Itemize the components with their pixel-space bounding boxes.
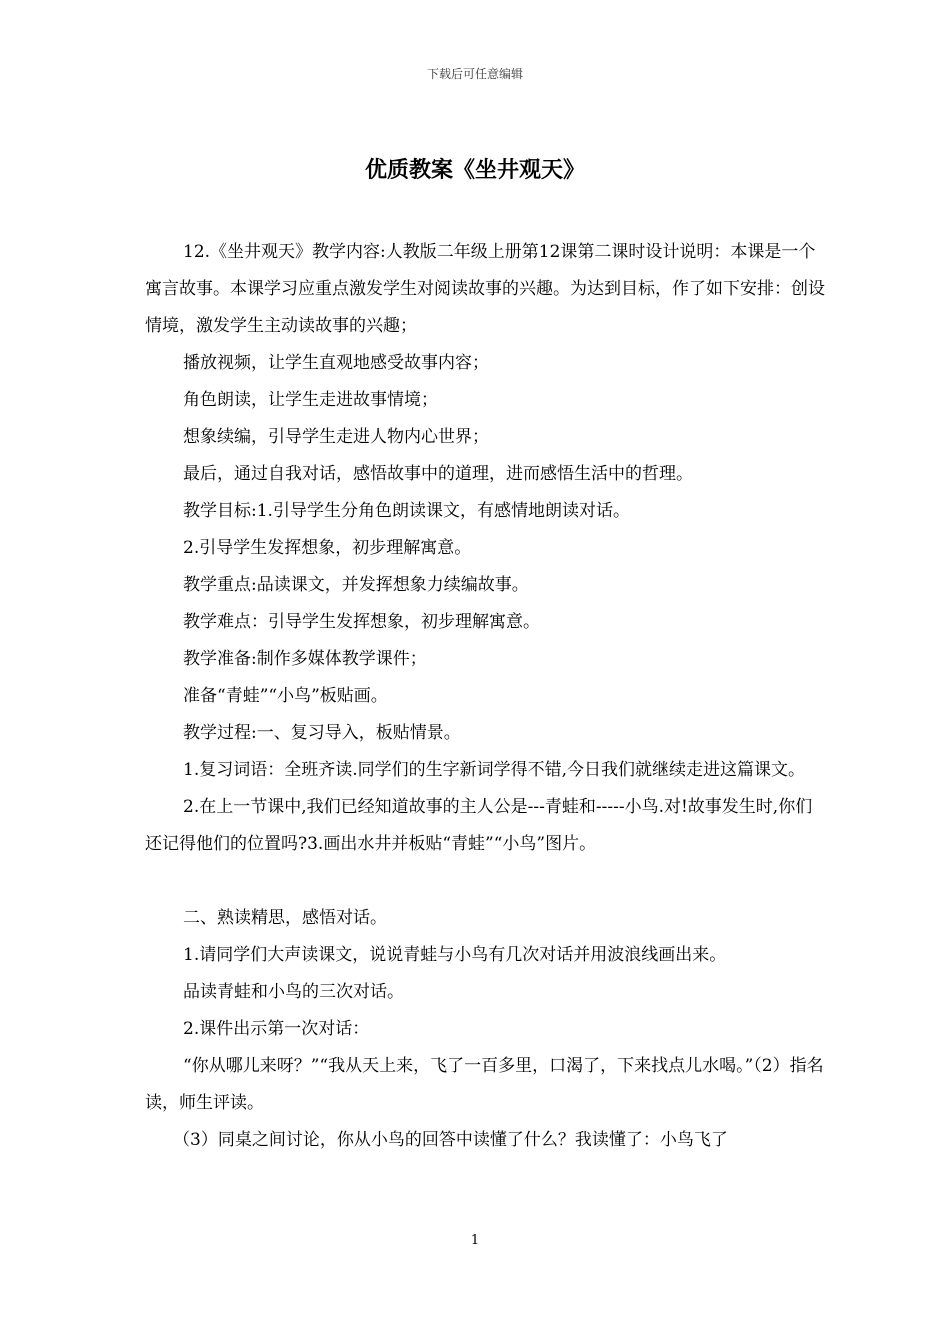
paragraph-roleplay: 角色朗读，让学生走进故事情境； — [183, 390, 438, 410]
document-title: 优质教案《坐井观天》 — [364, 158, 585, 183]
paragraph-prep-images: 准备“青蛙”“小鸟”板贴画。 — [183, 686, 388, 706]
paragraph-imagine: 想象续编，引导学生走进人物内心世界； — [183, 427, 489, 447]
page-number: 1 — [470, 1233, 480, 1248]
document-body — [145, 234, 825, 1159]
paragraph-video: 播放视频，让学生直观地感受故事内容； — [183, 353, 489, 373]
paragraph-difficulty: 教学难点：引导学生发挥想象，初步理解寓意。 — [183, 612, 540, 632]
paragraph-read-aloud: 1.请同学们大声读课文，说说青蛙与小鸟有几次对话并用波浪线画出来。 — [183, 945, 727, 965]
paragraph-dialogue-quote: “你从哪儿来呀？”“我从天上来，飞了一百多里，口渴了，下来找点儿水喝。”（2）指名读，师生评读。 — [145, 1056, 824, 1113]
paragraph-goal-2: 2.引导学生发挥想象，初步理解寓意。 — [183, 538, 472, 558]
paragraph-first-dialogue: 2.课件出示第一次对话： — [183, 1019, 370, 1039]
page-header: 下载后可任意编辑 — [426, 67, 523, 81]
blank-line — [145, 863, 825, 900]
paragraph-goals: 教学目标:1.引导学生分角色朗读课文，有感情地朗读对话。 — [183, 501, 630, 521]
paragraph-section-two: 二、熟读精思，感悟对话。 — [183, 908, 387, 928]
paragraph-preparation: 教学准备:制作多媒体教学课件； — [183, 649, 427, 669]
paragraph-three-dialogues: 品读青蛙和小鸟的三次对话。 — [183, 982, 404, 1002]
paragraph-previous-lesson: 2.在上一节课中,我们已经知道故事的主人公是---青蛙和-----小鸟.对!故事发生时,你们还记得他们的位置吗?3.画出水井并板贴“青蛙”“小鸟”图片。 — [145, 797, 813, 854]
paragraph-review-words: 1.复习词语：全班齐读.同学们的生字新词学得不错,今日我们就继续走进这篇课文。 — [183, 760, 806, 780]
paragraph-key-point: 教学重点:品读课文，并发挥想象力续编故事。 — [183, 575, 529, 595]
paragraph-discussion: （3）同桌之间讨论，你从小鸟的回答中读懂了什么？我读懂了：小鸟飞了 — [173, 1130, 728, 1150]
paragraph-intro: 12.《坐井观天》教学内容:人教版二年级上册第12课第二课时设计说明：本课是一个寓言故事。本课学习应重点激发学生对阅读故事的兴趣。为达到目标，作了如下安排：创设情境，激发学生主动读故事的兴趣； — [145, 242, 825, 336]
paragraph-process: 教学过程:一、复习导入，板贴情景。 — [183, 723, 461, 743]
paragraph-finally: 最后，通过自我对话，感悟故事中的道理，进而感悟生活中的哲理。 — [183, 464, 693, 484]
